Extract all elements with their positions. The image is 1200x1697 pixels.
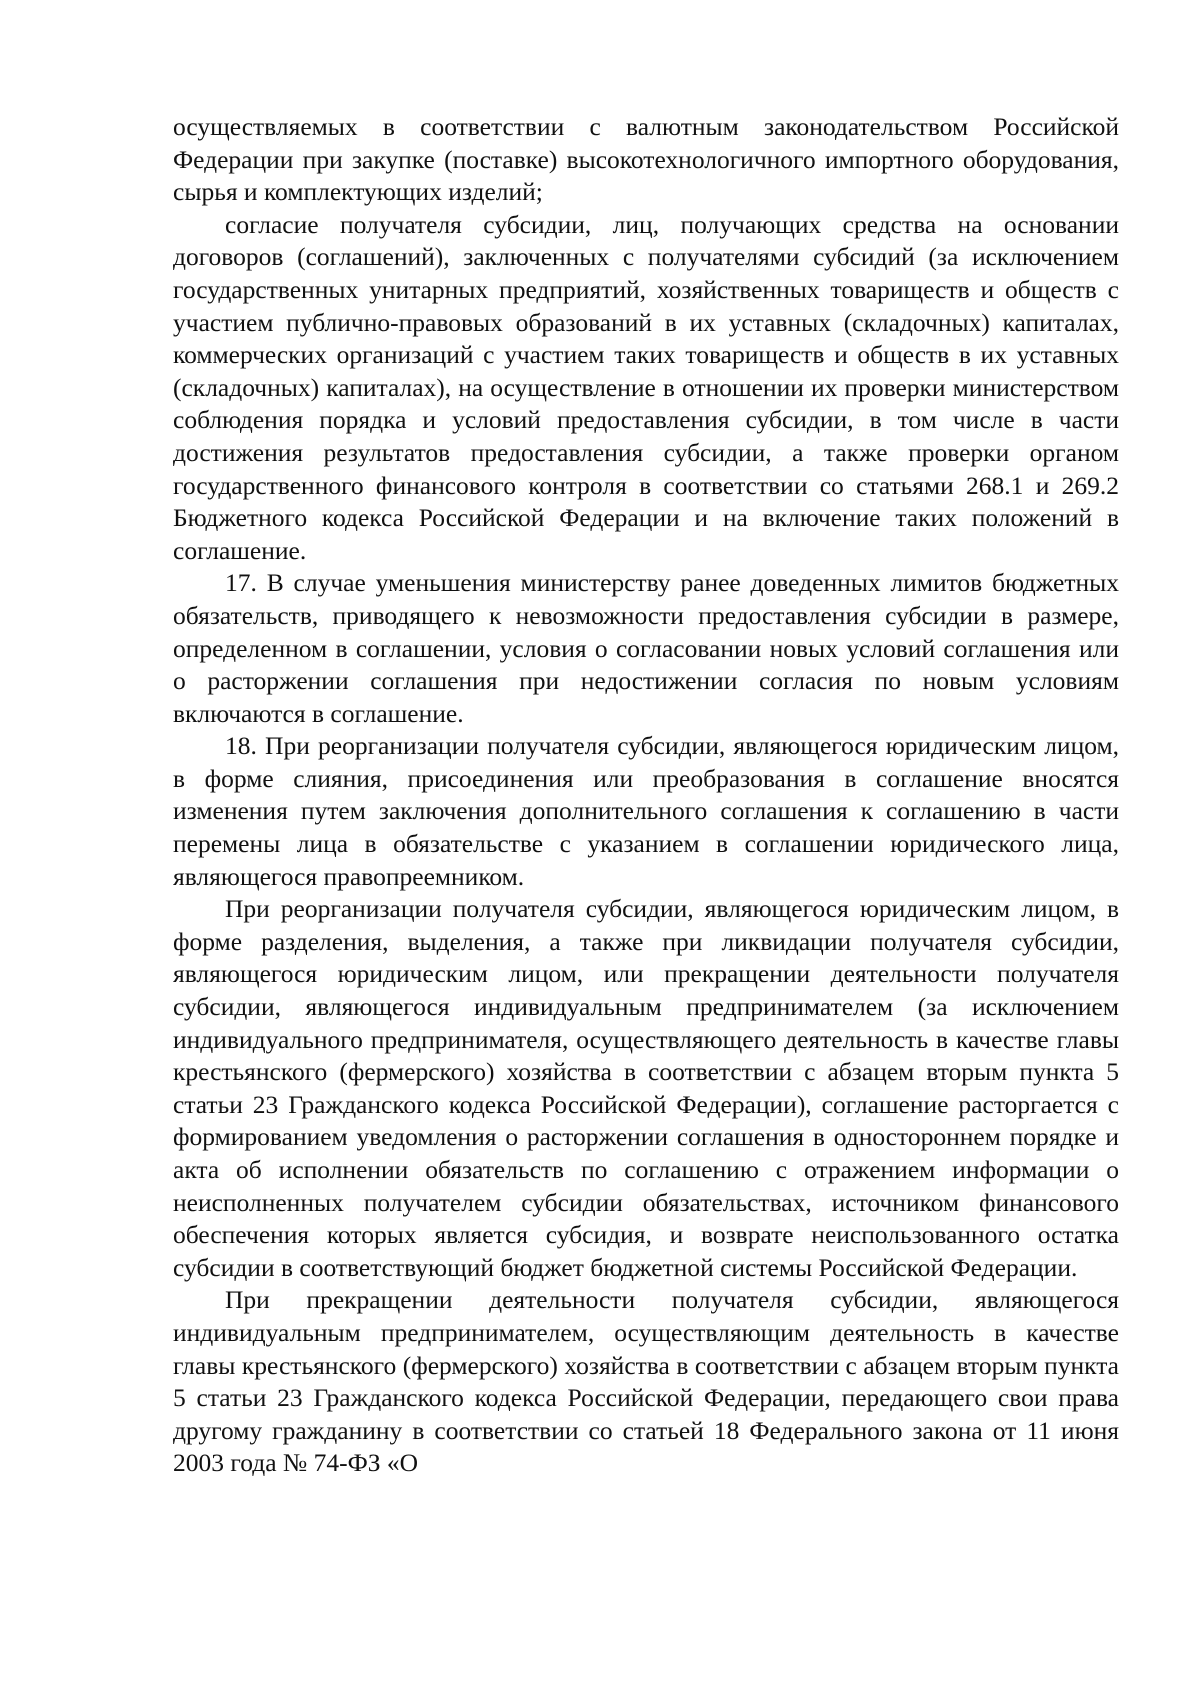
paragraph-continuation: осуществляемых в соответствии с валютным законодательством Российской Федерации при закупке (поставке) высокотехнологичного импортного оборудования, сырья и комплектующих изделий;: [173, 112, 1119, 207]
paragraph-clause-17: 17. В случае уменьшения министерству ранее доведенных лимитов бюджетных обязательств, приводящего к невозможности предоставления субсидии в размере, определенном в соглашении, условия о согласовании новых условий соглашения или о расторжении соглашения при недостижении согласия по новым условиям включаются в соглашение.: [173, 568, 1119, 728]
paragraph-clause-18: 18. При реорганизации получателя субсидии, являющегося юридическим лицом, в форме слияния, присоединения или преобразования в соглашение вносятся изменения путем заключения дополнительного соглашения к соглашению в части перемены лица в обязательстве с указанием в соглашении юридического лица, являющегося правопреемником.: [173, 731, 1119, 891]
paragraph-consent: согласие получателя субсидии, лиц, получающих средства на основании договоров (соглашений), заключенных с получателями субсидий (за исключением государственных унитарных предприятий, хозяйственных товариществ и обществ с участием публично-правовых образований в их уставных (складочных) капиталах, коммерческих организаций с участием таких товариществ и обществ в их уставных (складочных) капиталах), на осуществление в отношении их проверки министерством соблюдения порядка и условий предоставления субсидии, в том числе в части достижения результатов предоставления субсидии, а также проверки органом государственного финансового контроля в соответствии со статьями 268.1 и 269.2 Бюджетного кодекса Российской Федерации и на включение таких положений в соглашение.: [173, 209, 1119, 565]
document-body: [173, 111, 1119, 1480]
paragraph-termination: При прекращении деятельности получателя субсидии, являющегося индивидуальным предпринимателем, осуществляющим деятельность в качестве главы крестьянского (фермерского) хозяйства в соответствии с абзацем вторым пункта 5 статьи 23 Гражданского кодекса Российской Федерации, передающего свои права другому гражданину в соответствии со статьей 18 Федерального закона от 11 июня 2003 года № 74-ФЗ «О: [173, 1285, 1119, 1478]
paragraph-reorganization: При реорганизации получателя субсидии, являющегося юридическим лицом, в форме разделения, выделения, а также при ликвидации получателя субсидии, являющегося юридическим лицом, или прекращении деятельности получателя субсидии, являющегося индивидуальным предпринимателем (за исключением индивидуального предпринимателя, осуществляющего деятельность в качестве главы крестьянского (фермерского) хозяйства в соответствии с абзацем вторым пункта 5 статьи 23 Гражданского кодекса Российской Федерации), соглашение расторгается с формированием уведомления о расторжении соглашения в одностороннем порядке и акта об исполнении обязательств по соглашению с отражением информации о неисполненных получателем субсидии обязательствах, источником финансового обеспечения которых является субсидия, и возврате неиспользованного остатка субсидии в соответствующий бюджет бюджетной системы Российской Федерации.: [173, 894, 1119, 1282]
